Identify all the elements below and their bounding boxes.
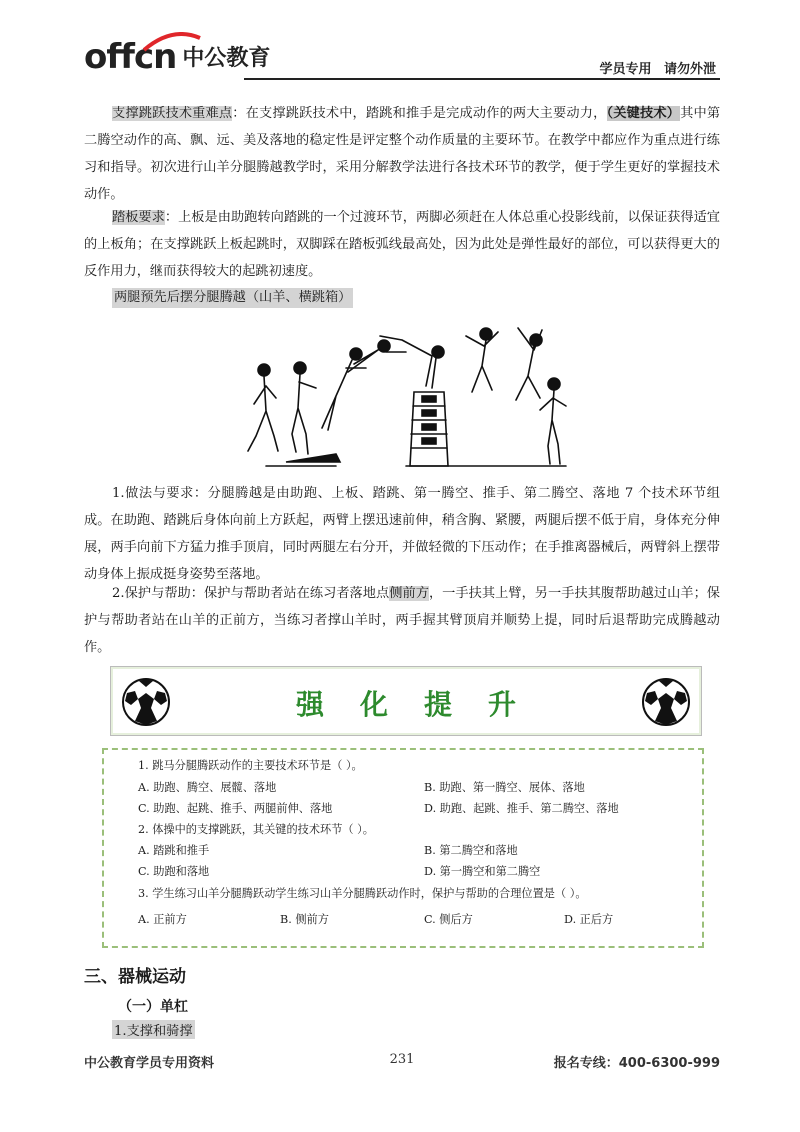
question-3: 3. 学生练习山羊分腿腾跃动学生练习山羊分腿腾跃动作时，保护与帮助的合理位置是（ ）。 <box>138 887 587 900</box>
board-label: 踏板要求 <box>112 210 165 225</box>
protection-text-a: 2.保护与帮助：保护与帮助者站在练习者落地点 <box>112 586 390 601</box>
logo-arc-icon <box>142 32 202 52</box>
key-points-text-b: 其中第二腾空动作的高、飘、远、美及落地的稳定性是评定整个动作质量的主要环节。在教学中都应作为重点进行练习和指导。初次进行山羊分腿腾越教学时，采用分解教学法进行各技术环节的教学，便于学生更好的掌握技术动作。 <box>84 106 721 202</box>
paragraph-board <box>84 204 720 285</box>
offcn-logo <box>84 38 270 76</box>
practice-banner <box>110 666 702 736</box>
soccer-ball-icon <box>641 677 691 727</box>
protection-text-b: ，一手扶其上臂，另一手扶其腹帮助越过山羊；保护与帮助者站在山羊的正前方，当练习者撑山羊时，两手握其臂顶肩并顺势上提，同时后退帮助完成腾越动作。 <box>84 586 720 655</box>
option-2d: D. 第一腾空和第二腾空 <box>424 865 541 878</box>
option-1c: C. 助跑、起跳、推手、两腿前伸、落地 <box>138 802 333 815</box>
logo-text: offcn <box>84 37 177 77</box>
question-1: 1. 跳马分腿腾跃动作的主要技术环节是（ ）。 <box>138 759 363 772</box>
board-text: ：上板是由助跑转向踏跳的一个过渡环节，两脚必须赶在人体总重心投影线前，以保证获得适宜的上板角；在支撑跳跃上板起跳时，双脚踩在踏板弧线最高处，因为此处是弹性最好的部位，可以获得更大的反作用力，继而获得较大的起跳初速度。 <box>84 210 720 279</box>
option-1a: A. 助跑、腾空、展髋、落地 <box>138 781 277 794</box>
option-1d: D. 助跑、起跳、推手、第二腾空、落地 <box>424 802 619 815</box>
page-number: 231 <box>389 1052 415 1067</box>
logo-cn-text: 中公教育 <box>182 46 271 71</box>
footer-hotline: 报名专线：400-6300-999 <box>553 1056 720 1071</box>
paragraph-method: 1.做法与要求：分腿腾越是由助跑、上板、踏跳、第一腾空、推手、第二腾空、落地 7 个技术环节组成。在助跑、踏跳后身体向前上方跃起，两臂上摆迅速前伸，稍含胸、紧腰，两腿后摆不低于肩，身体充分伸展，两手向前下方猛力推手顶肩，同时两腿左右分开，并做轻微的下压动作；在手推离器械后，两臂斜上摆带动身体上振成挺身姿势至落地。 <box>84 486 720 582</box>
banner-title: 强化提升 <box>295 688 552 721</box>
vault-sequence-illustration <box>236 316 576 472</box>
section-heading: 三、器械运动 <box>84 967 186 987</box>
topic-heading: 1.支撑和骑撑 <box>112 1020 195 1039</box>
option-2c: C. 助跑和落地 <box>138 865 210 878</box>
figure-caption: 两腿预先后摆分腿腾越（山羊、横跳箱） <box>112 288 353 308</box>
paragraph-key-points <box>84 100 720 208</box>
option-3d: D. 正后方 <box>564 913 614 926</box>
quiz-box <box>102 748 704 948</box>
option-1b: B. 助跑、第一腾空、展体、落地 <box>424 781 585 794</box>
protection-highlight: 侧前方 <box>389 586 429 601</box>
page-footer <box>84 1052 720 1076</box>
option-3a: A. 正前方 <box>138 913 187 926</box>
option-3c: C. 侧后方 <box>424 913 473 926</box>
question-2: 2. 体操中的支撑跳跃，其关键的技术环节（ ）。 <box>138 823 374 836</box>
key-tech-tag: （关键技术） <box>606 106 681 121</box>
key-points-label: 支撑跳跃技术重难点 <box>112 106 233 121</box>
header-rule <box>244 78 720 80</box>
footer-left-text: 中公教育学员专用资料 <box>84 1056 215 1071</box>
key-points-text-a: ：在支撑跳跃技术中，踏跳和推手是完成动作的两大主要动力， <box>232 106 607 121</box>
option-3b: B. 侧前方 <box>280 913 329 926</box>
header-notice: 学员专用 请勿外泄 <box>599 62 716 77</box>
option-2a: A. 踏跳和推手 <box>138 844 210 857</box>
subsection-heading: （一）单杠 <box>118 999 188 1015</box>
page-header <box>84 36 720 84</box>
paragraph-protection <box>84 580 720 661</box>
option-2b: B. 第二腾空和落地 <box>424 844 518 857</box>
